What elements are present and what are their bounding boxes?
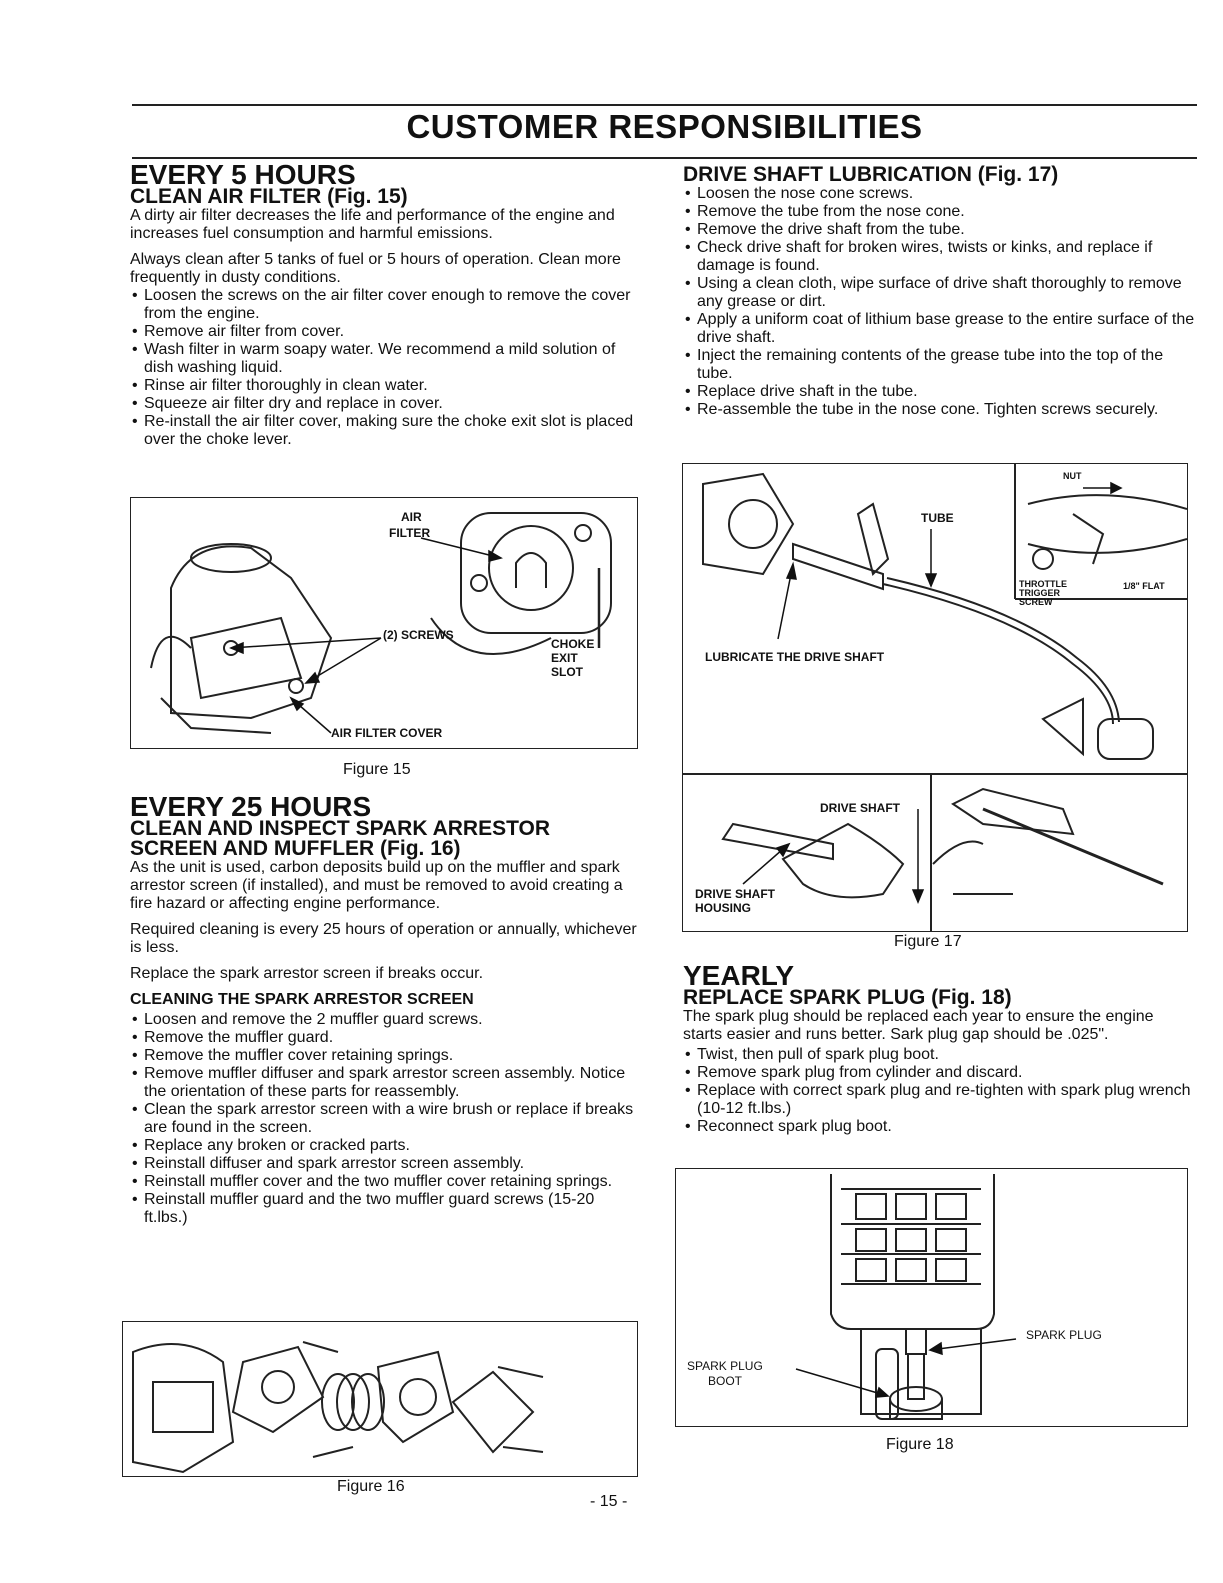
list-item: • Reinstall muffler cover and the two muffler cover retaining springs. [130,1173,642,1191]
section-subheading: CLEAN AND INSPECT SPARK ARRESTOR [130,817,551,840]
list-item: • Using a clean cloth, wipe surface of drive shaft thoroughly to remove any grease or dirt. [683,275,1195,311]
steps-list [683,1046,1195,1136]
label-trigger: TRIGGER [1019,588,1061,598]
list-item: • Remove air filter from cover. [130,323,642,341]
label-screw: SCREW [1019,597,1053,607]
list-item: • Remove muffler diffuser and spark arrestor screen assembly. Notice the orientation of these parts for reassembly. [130,1065,642,1101]
label-air-filter-cover: AIR FILTER COVER [331,726,443,740]
list-item: • Wash filter in warm soapy water. We recommend a mild solution of dish washing liquid. [130,341,642,377]
list-item: • Rinse air filter thoroughly in clean water. [130,377,642,395]
section-subheading: SCREEN AND MUFFLER (Fig. 16) [130,837,461,860]
list-item: • Re-assemble the tube in the nose cone. Tighten screws securely. [683,401,1195,419]
section-heading: YEARLY [683,960,795,991]
label-drive-shaft: DRIVE SHAFT [820,801,901,815]
steps-list [683,185,1195,419]
paragraph: Required cleaning is every 25 hours of operation or annually, whichever is less. [130,921,637,956]
muffler-illustration [123,1322,637,1476]
label-choke: CHOKE [551,637,595,651]
list-item: • Replace with correct spark plug and re-tighten with spark plug wrench (10-12 ft.lbs.) [683,1082,1195,1118]
list-item: • Re-install the air filter cover, making sure the choke exit slot is placed over the choke lever. [130,413,642,449]
section-drive-shaft-lubrication [683,165,1195,419]
list-item: • Apply a uniform coat of lithium base grease to the entire surface of the drive shaft. [683,311,1195,347]
label-spark-plug: SPARK PLUG [1026,1328,1102,1342]
paragraph: The spark plug should be replaced each year to ensure the engine starts easier and runs better. Sark plug gap should be .025". [683,1008,1154,1043]
section-subheading: REPLACE SPARK PLUG (Fig. 18) [683,986,1012,1009]
list-item: • Reinstall diffuser and spark arrestor screen assembly. [130,1155,642,1173]
list-item: • Remove the tube from the nose cone. [683,203,1195,221]
label-spark-plug-boot-1: SPARK PLUG [687,1359,763,1373]
label-flat: 1/8" FLAT [1123,581,1165,591]
paragraph: Replace the spark arrestor screen if breaks occur. [130,965,484,982]
list-item: • Reinstall muffler guard and the two muffler guard screws (15-20 ft.lbs.) [130,1191,642,1227]
figure-15-caption: Figure 15 [343,761,411,778]
spark-plug-illustration [676,1169,1187,1426]
list-item: • Inject the remaining contents of the grease tube into the top of the tube. [683,347,1195,383]
list-item: • Squeeze air filter dry and replace in cover. [130,395,642,413]
label-filter: FILTER [389,526,431,540]
section-heading: EVERY 25 HOURS [130,791,372,822]
figure-18-caption: Figure 18 [886,1436,954,1453]
list-item: • Remove the drive shaft from the tube. [683,221,1195,239]
list-item: • Remove the muffler cover retaining springs. [130,1047,642,1065]
section-every-5-hours [130,159,642,449]
label-tube: TUBE [921,511,954,525]
section-heading: EVERY 5 HOURS [130,159,356,190]
list-item: • Remove spark plug from cylinder and discard. [683,1064,1195,1082]
list-item: • Clean the spark arrestor screen with a wire brush or replace if breaks are found in the screen. [130,1101,642,1137]
left-column [130,159,642,453]
list-item: • Replace any broken or cracked parts. [130,1137,642,1155]
label-drive-shaft-housing-2: HOUSING [695,901,752,915]
subsection-title: CLEANING THE SPARK ARRESTOR SCREEN [130,991,474,1008]
label-throttle: THROTTLE [1019,579,1067,589]
list-item: • Remove the muffler guard. [130,1029,642,1047]
label-drive-shaft-housing-1: DRIVE SHAFT [695,887,776,901]
list-item: • Check drive shaft for broken wires, twists or kinks, and replace if damage is found. [683,239,1195,275]
label-exit: EXIT [551,651,578,665]
paragraph: As the unit is used, carbon deposits build up on the muffler and spark arrestor screen (if installed), and must be removed to avoid creating a fire hazard or affecting engine performance. [130,859,623,912]
label-screws: (2) SCREWS [383,628,454,642]
paragraph: Always clean after 5 tanks of fuel or 5 hours of operation. Clean more frequently in dusty conditions. [130,251,621,286]
label-slot: SLOT [551,665,583,679]
page-number: - 15 - [590,1493,628,1510]
figure-17-caption: Figure 17 [894,933,962,950]
right-column [683,165,1195,423]
air-filter-illustration [131,498,637,748]
label-lubricate-drive-shaft: LUBRICATE THE DRIVE SHAFT [705,650,885,664]
top-rule [132,104,1197,106]
steps-list [130,1011,642,1227]
list-item: • Reconnect spark plug boot. [683,1118,1195,1136]
figure-18-spark-plug [675,1168,1188,1427]
list-item: • Replace drive shaft in the tube. [683,383,1195,401]
figure-15-air-filter [130,497,638,749]
list-item: • Loosen the screws on the air filter cover enough to remove the cover from the engine. [130,287,642,323]
label-air: AIR [401,510,422,524]
section-every-25-hours [130,791,642,1231]
drive-shaft-illustration [683,464,1187,931]
section-heading: DRIVE SHAFT LUBRICATION (Fig. 17) [683,163,1059,186]
steps-list [130,287,642,449]
list-item: • Loosen and remove the 2 muffler guard screws. [130,1011,642,1029]
figure-16-muffler [122,1321,638,1477]
label-nut: NUT [1063,471,1082,481]
list-item: • Loosen the nose cone screws. [683,185,1195,203]
section-subheading: CLEAN AIR FILTER (Fig. 15) [130,185,408,208]
figure-17-drive-shaft [682,463,1188,932]
label-spark-plug-boot-2: BOOT [708,1374,743,1388]
section-yearly [683,960,1195,1140]
page-title: CUSTOMER RESPONSIBILITIES [406,108,923,145]
paragraph: A dirty air filter decreases the life and performance of the engine and increases fuel consumption and harmful emissions. [130,207,615,242]
list-item: • Twist, then pull of spark plug boot. [683,1046,1195,1064]
figure-16-caption: Figure 16 [337,1478,405,1495]
